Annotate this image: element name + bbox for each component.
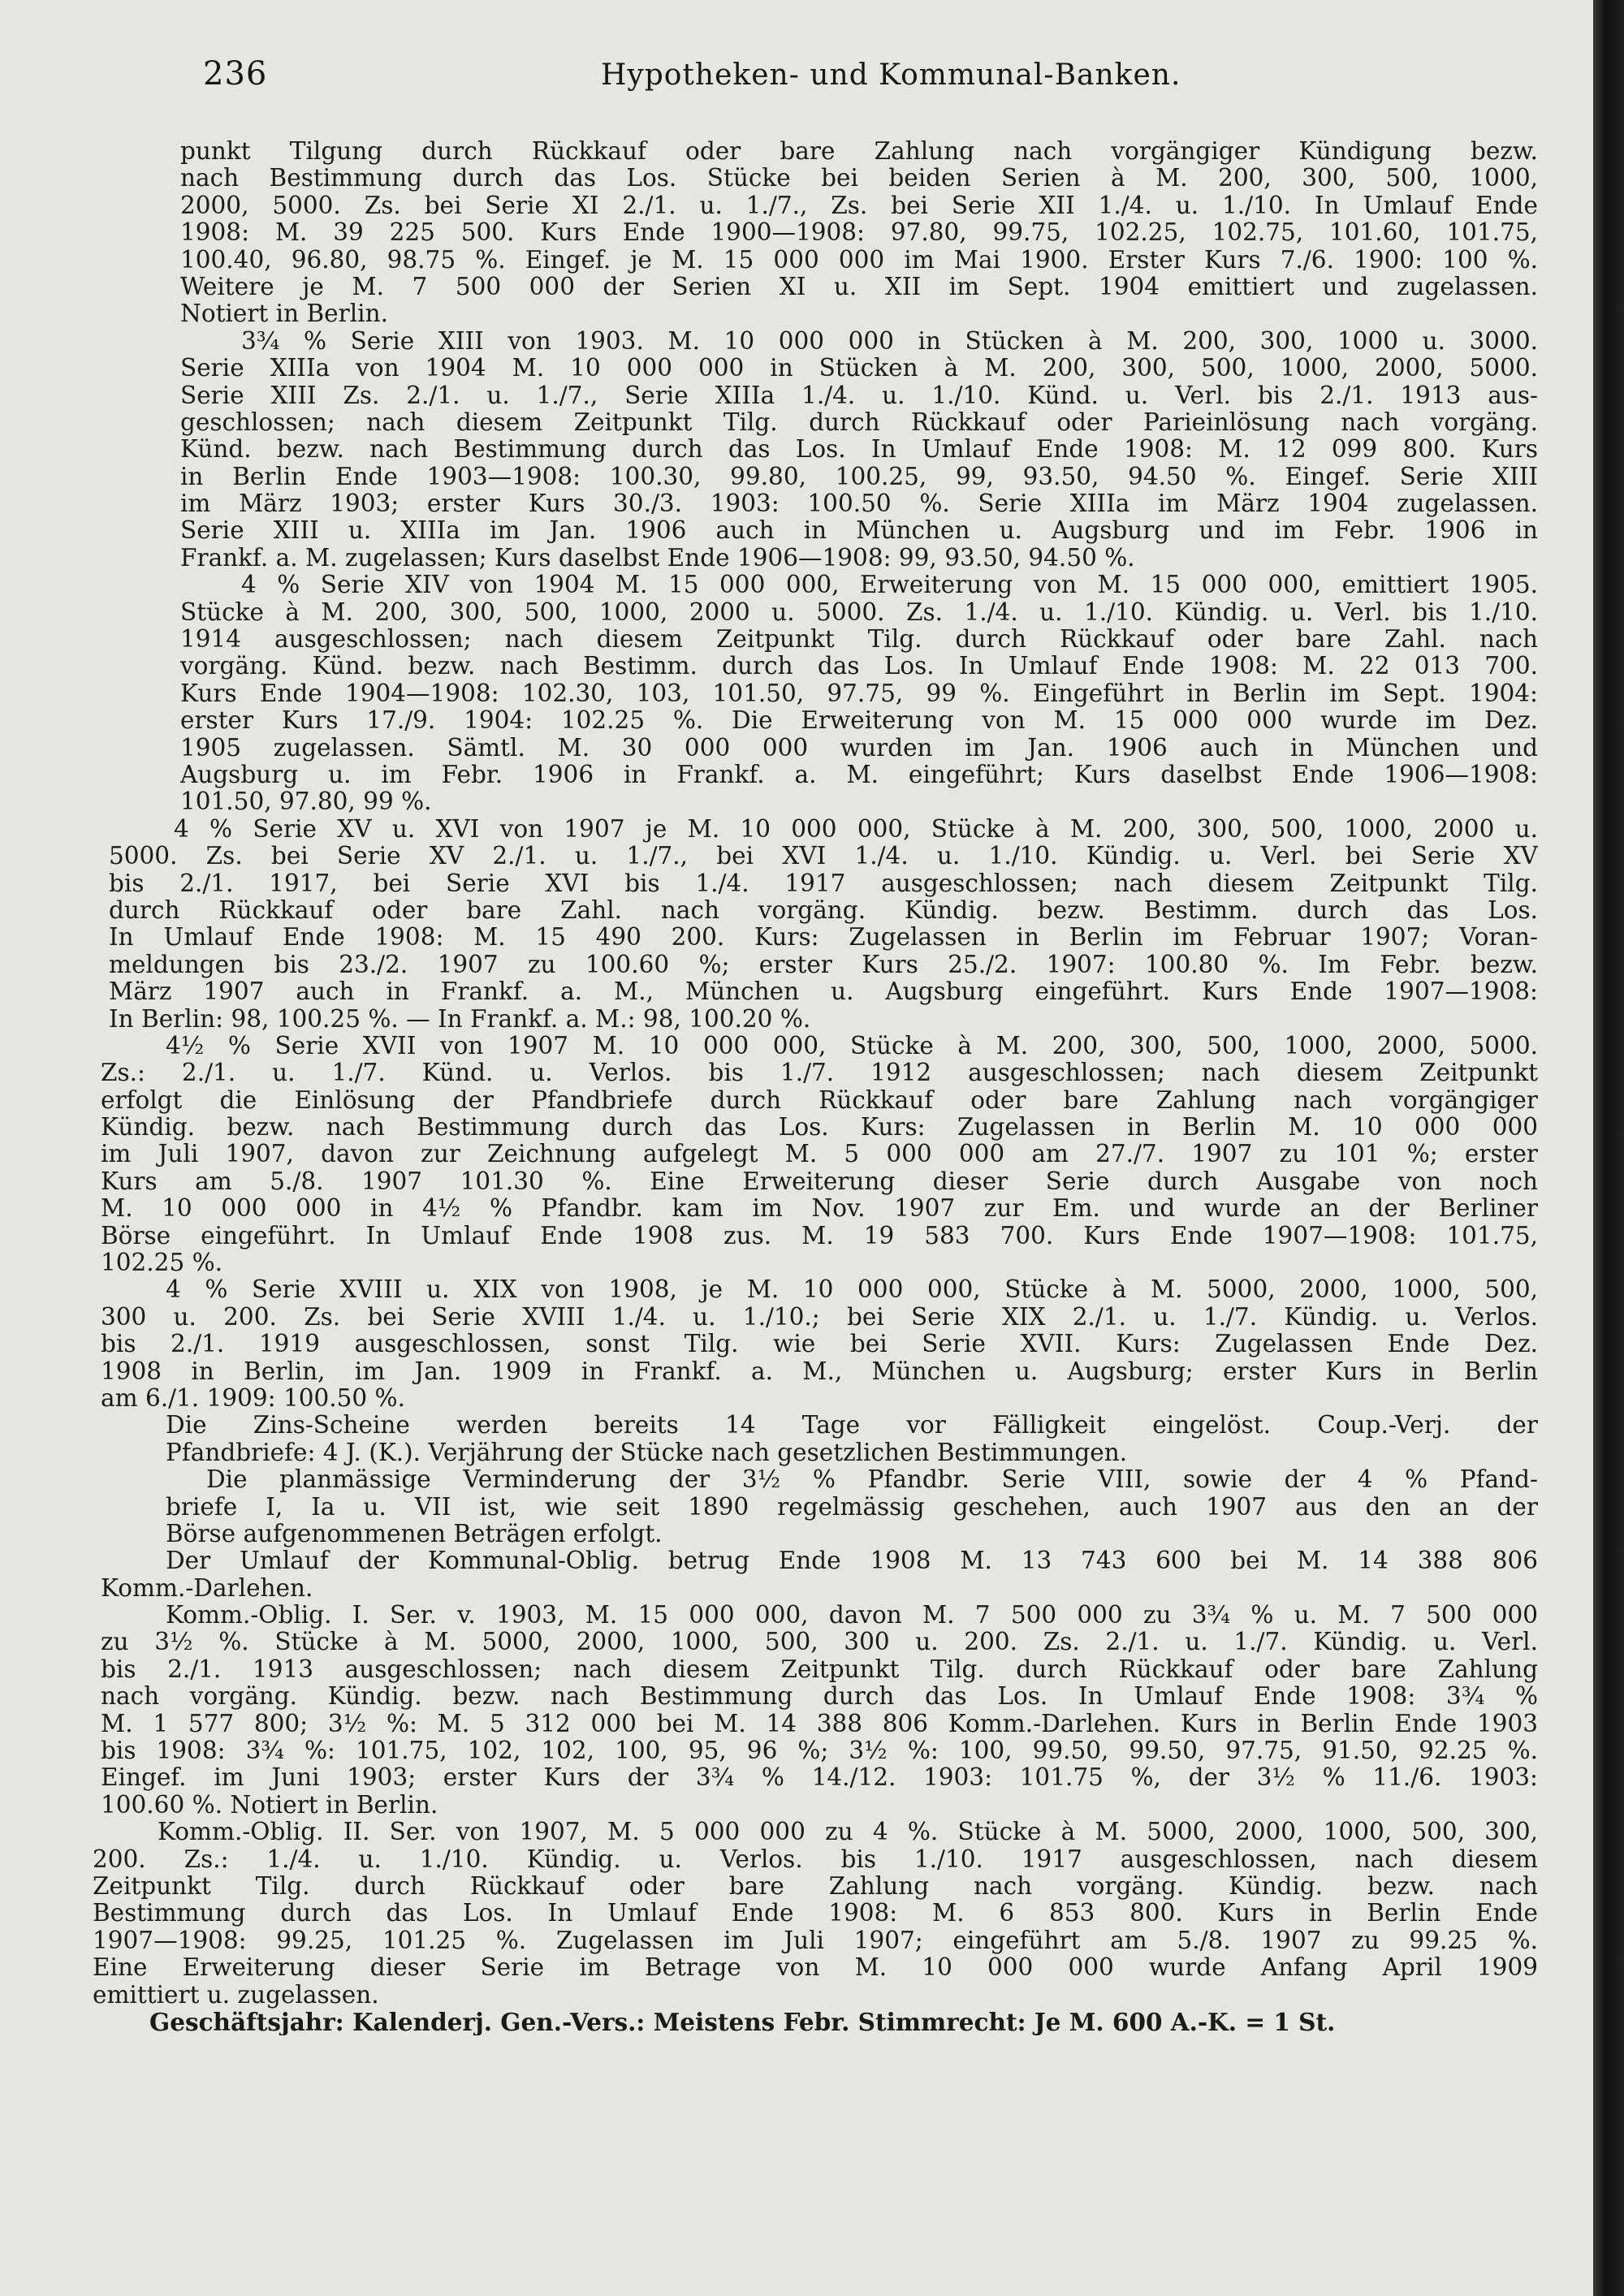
text-line: briefe I, Ia u. VII ist, wie seit 1890 regelmässig geschehen, auch 1907 aus den an der xyxy=(166,1493,1538,1521)
text-line: 4 % Serie XVIII u. XIX von 1908, je M. 10 000 000, Stücke à M. 5000, 2000, 1000, 500, xyxy=(166,1276,1538,1304)
text-line: im März 1903; erster Kurs 30./3. 1903: 100.50 %. Serie XIIIa im März 1904 zugelassen. xyxy=(180,490,1538,518)
text-line: März 1907 auch in Frankf. a. M., München u. Augsburg eingeführt. Kurs Ende 1907—1908: xyxy=(109,978,1538,1006)
text-line: In Berlin: 98, 100.25 %. — In Frankf. a. M.: 98, 100.20 %. xyxy=(109,1005,811,1033)
text-line: 100.40, 96.80, 98.75 %. Eingef. je M. 15 000 000 im Mai 1900. Erster Kurs 7./6. 1900: 100 %. xyxy=(180,246,1538,274)
text-line: 3¾ % Serie XIII von 1903. M. 10 000 000 in Stücken à M. 200, 300, 1000 u. 3000. xyxy=(241,327,1538,355)
text-line: Die Zins-Scheine werden bereits 14 Tage vor Fälligkeit eingelöst. Coup.-Verj. der xyxy=(166,1412,1538,1439)
text-line: punkt Tilgung durch Rückkauf oder bare Zahlung nach vorgängiger Kündigung bezw. xyxy=(180,138,1538,165)
scan-edge-shadow xyxy=(1593,0,1624,2296)
text-line: Börse eingeführt. In Umlauf Ende 1908 zus. M. 19 583 700. Kurs Ende 1907—1908: 101.75, xyxy=(101,1222,1538,1249)
text-line: 4 % Serie XIV von 1904 M. 15 000 000, Erweiterung von M. 15 000 000, emittiert 1905. xyxy=(241,572,1538,599)
text-line: M. 1 577 800; 3½ %: M. 5 312 000 bei M. 14 388 806 Komm.-Darlehen. Kurs in Berlin Ende 1903 xyxy=(101,1710,1538,1737)
text-line: In Umlauf Ende 1908: M. 15 490 200. Kurs: Zugelassen in Berlin im Februar 1907; Voran- xyxy=(109,924,1538,952)
text-line: Zeitpunkt Tilg. durch Rückkauf oder bare Zahlung nach vorgäng. Kündig. bezw. nach xyxy=(93,1873,1538,1900)
text-line: 102.25 %. xyxy=(101,1249,223,1277)
text-line: Die planmässige Verminderung der 3½ % Pfandbr. Serie VIII, sowie der 4 % Pfand- xyxy=(206,1466,1538,1494)
text-line: Komm.-Oblig. II. Ser. von 1907, M. 5 000 000 zu 4 %. Stücke à M. 5000, 2000, 1000, 500, 300, xyxy=(158,1819,1538,1846)
text-line: meldungen bis 23./2. 1907 zu 100.60 %; erster Kurs 25./2. 1907: 100.80 %. Im Febr. bezw. xyxy=(109,951,1538,978)
text-line: 1914 ausgeschlossen; nach diesem Zeitpunkt Tilg. durch Rückkauf oder bare Zahl. nach xyxy=(180,626,1538,654)
text-line: emittiert u. zugelassen. xyxy=(93,1981,379,2009)
text-line: Eingef. im Juni 1903; erster Kurs der 3¾ % 14./12. 1903: 101.75 %, der 3½ % 11./6. 1903: xyxy=(101,1764,1538,1792)
text-line: Augsburg u. im Febr. 1906 in Frankf. a. M. eingeführt; Kurs daselbst Ende 1906—1908: xyxy=(180,761,1538,788)
text-line: 1908: M. 39 225 500. Kurs Ende 1900—1908: 97.80, 99.75, 102.25, 102.75, 101.60, 101.75, xyxy=(180,219,1538,247)
text-line: am 6./1. 1909: 100.50 %. xyxy=(101,1384,405,1412)
text-line: 4½ % Serie XVII von 1907 M. 10 000 000, Stücke à M. 200, 300, 500, 1000, 2000, 5000. xyxy=(166,1032,1538,1060)
text-line: vorgäng. Künd. bezw. nach Bestimm. durch das Los. In Umlauf Ende 1908: M. 22 013 700. xyxy=(180,653,1538,680)
text-line: bis 2./1. 1919 ausgeschlossen, sonst Tilg. wie bei Serie XVII. Kurs: Zugelassen Ende Dez. xyxy=(101,1331,1538,1358)
text-line: Börse aufgenommenen Beträgen erfolgt. xyxy=(166,1520,663,1547)
text-line: Kündig. bezw. nach Bestimmung durch das Los. Kurs: Zugelassen in Berlin M. 10 000 000 xyxy=(101,1114,1538,1142)
text-line: Notiert in Berlin. xyxy=(180,300,388,328)
text-line: 5000. Zs. bei Serie XV 2./1. u. 1./7., bei XVI 1./4. u. 1./10. Kündig. u. Verl. bei Serie XV xyxy=(109,843,1538,870)
text-line: geschlossen; nach diesem Zeitpunkt Tilg. durch Rückkauf oder Parieinlösung nach vorgäng. xyxy=(180,408,1538,436)
text-line: 1905 zugelassen. Sämtl. M. 30 000 000 wurden im Jan. 1906 auch in München und xyxy=(180,734,1538,762)
text-line: 100.60 %. Notiert in Berlin. xyxy=(101,1791,438,1819)
text-line: 200. Zs.: 1./4. u. 1./10. Kündig. u. Verlos. bis 1./10. 1917 ausgeschlossen, nach diesem xyxy=(93,1845,1538,1873)
text-line: in Berlin Ende 1903—1908: 100.30, 99.80, 100.25, 99, 93.50, 94.50 %. Eingef. Serie XIII xyxy=(180,463,1538,490)
running-title: Hypotheken- und Kommunal-Banken. xyxy=(601,58,1181,92)
text-line: 4 % Serie XV u. XVI von 1907 je M. 10 000 000, Stücke à M. 200, 300, 500, 1000, 2000 u. xyxy=(174,815,1538,843)
text-line: erster Kurs 17./9. 1904: 102.25 %. Die Erweiterung von M. 15 000 000 wurde im Dez. xyxy=(180,707,1538,735)
text-line: im Juli 1907, davon zur Zeichnung aufgelegt M. 5 000 000 am 27./7. 1907 zu 101 %; erster xyxy=(101,1141,1538,1168)
text-line: Kurs Ende 1904—1908: 102.30, 103, 101.50, 97.75, 99 %. Eingeführt in Berlin im Sept. 1904: xyxy=(180,680,1538,707)
page-number: 236 xyxy=(203,55,268,93)
text-line: Komm.-Darlehen. xyxy=(101,1574,313,1602)
page-header xyxy=(203,55,1616,104)
text-line: Serie XIII Zs. 2./1. u. 1./7., Serie XIIIa 1./4. u. 1./10. Künd. u. Verl. bis 2./1. 1913 aus- xyxy=(180,382,1538,409)
text-line: bis 2./1. 1913 ausgeschlossen; nach diesem Zeitpunkt Tilg. durch Rückkauf oder bare Zahlung xyxy=(101,1655,1538,1683)
text-line: Weitere je M. 7 500 000 der Serien XI u. XII im Sept. 1904 emittiert und zugelassen. xyxy=(180,273,1538,300)
text-line: nach vorgäng. Kündig. bezw. nach Bestimmung durch das Los. In Umlauf Ende 1908: 3¾ % xyxy=(101,1683,1538,1711)
text-line: erfolgt die Einlösung der Pfandbriefe durch Rückkauf oder bare Zahlung nach vorgängiger xyxy=(101,1086,1538,1114)
text-line: nach Bestimmung durch das Los. Stücke bei beiden Serien à M. 200, 300, 500, 1000, xyxy=(180,165,1538,192)
text-line: Serie XIIIa von 1904 M. 10 000 000 in Stücken à M. 200, 300, 500, 1000, 2000, 5000. xyxy=(180,355,1538,382)
text-line: Der Umlauf der Kommunal-Oblig. betrug Ende 1908 M. 13 743 600 bei M. 14 388 806 xyxy=(166,1547,1538,1575)
body-text xyxy=(93,138,1538,2036)
footer-line: Geschäftsjahr: Kalenderj. Gen.-Vers.: Meistens Febr. Stimmrecht: Je M. 600 A.-K. = 1 St. xyxy=(149,2008,1336,2036)
text-line: Zs.: 2./1. u. 1./7. Künd. u. Verlos. bis 1./7. 1912 ausgeschlossen; nach diesem Zeitpunkt xyxy=(101,1060,1538,1087)
text-line: Eine Erweiterung dieser Serie im Betrage von M. 10 000 000 wurde Anfang April 1909 xyxy=(93,1954,1538,1982)
text-line: 2000, 5000. Zs. bei Serie XI 2./1. u. 1./7., Zs. bei Serie XII 1./4. u. 1./10. In Umlauf Ende xyxy=(180,192,1538,219)
text-line: Serie XIII u. XIIIa im Jan. 1906 auch in München u. Augsburg und im Febr. 1906 in xyxy=(180,517,1538,545)
text-line: bis 1908: 3¾ %: 101.75, 102, 102, 100, 95, 96 %; 3½ %: 100, 99.50, 99.50, 97.75, 91.50, 92.25 %. xyxy=(101,1737,1538,1765)
text-line: 1907—1908: 99.25, 101.25 %. Zugelassen im Juli 1907; eingeführt am 5./8. 1907 zu 99.25 %. xyxy=(93,1927,1538,1954)
text-line: 300 u. 200. Zs. bei Serie XVIII 1./4. u. 1./10.; bei Serie XIX 2./1. u. 1./7. Kündig. u. Verlos. xyxy=(101,1303,1538,1331)
text-line: Künd. bezw. nach Bestimmung durch das Los. In Umlauf Ende 1908: M. 12 099 800. Kurs xyxy=(180,436,1538,464)
text-line: Komm.-Oblig. I. Ser. v. 1903, M. 15 000 000, davon M. 7 500 000 zu 3¾ % u. M. 7 500 000 xyxy=(166,1602,1538,1629)
text-line: bis 2./1. 1917, bei Serie XVI bis 1./4. 1917 ausgeschlossen; nach diesem Zeitpunkt Tilg. xyxy=(109,870,1538,897)
text-line: 1908 in Berlin, im Jan. 1909 in Frankf. a. M., München u. Augsburg; erster Kurs in Berlin xyxy=(101,1357,1538,1385)
text-line: Bestimmung durch das Los. In Umlauf Ende 1908: M. 6 853 800. Kurs in Berlin Ende xyxy=(93,1900,1538,1927)
text-line: Pfandbriefe: 4 J. (K.). Verjährung der Stücke nach gesetzlichen Bestimmungen. xyxy=(166,1439,1128,1466)
text-line: zu 3½ %. Stücke à M. 5000, 2000, 1000, 500, 300 u. 200. Zs. 2./1. u. 1./7. Kündig. u. Verl. xyxy=(101,1629,1538,1656)
text-line: Frankf. a. M. zugelassen; Kurs daselbst Ende 1906—1908: 99, 93.50, 94.50 %. xyxy=(180,544,1135,572)
text-line: M. 10 000 000 in 4½ % Pfandbr. kam im Nov. 1907 zur Em. und wurde an der Berliner xyxy=(101,1195,1538,1223)
text-line: 101.50, 97.80, 99 %. xyxy=(180,788,432,816)
text-line: Kurs am 5./8. 1907 101.30 %. Eine Erweiterung dieser Serie durch Ausgabe von noch xyxy=(101,1167,1538,1195)
text-line: Stücke à M. 200, 300, 500, 1000, 2000 u. 5000. Zs. 1./4. u. 1./10. Kündig. u. Verl. bis 1./10. xyxy=(180,598,1538,626)
text-line: durch Rückkauf oder bare Zahl. nach vorgäng. Kündig. bezw. Bestimm. durch das Los. xyxy=(109,896,1538,924)
